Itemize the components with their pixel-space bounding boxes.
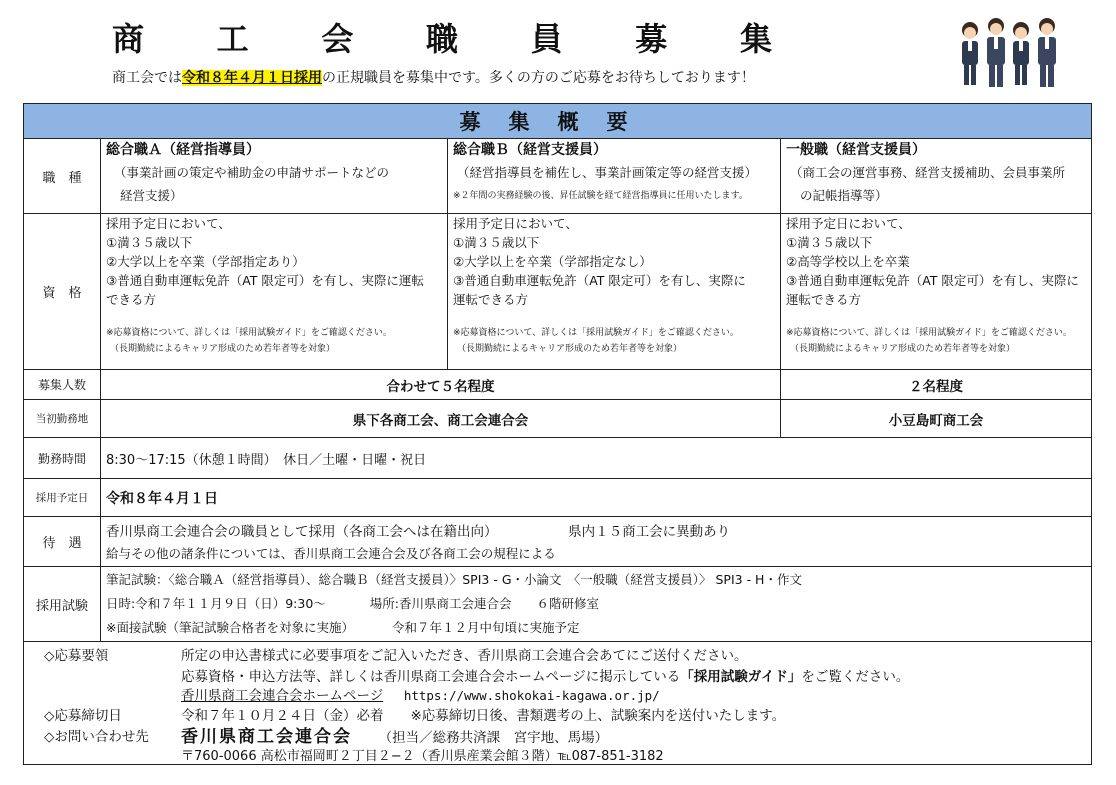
contact-staff: （担当／総務共済課 宮宇地、馬場） [378,730,609,746]
apply-label: ◇応募要領 [44,648,109,664]
exam-cell: 筆記試験：〈総合職Ａ（経営指導員）、総合職Ｂ（経営支援員）〉SPI3 - G・小論文 〈一般職（経営支援員）〉 SPI3 - H・作文 日時:令和７年１１月９日（日）9:30～ 場所:香川県商工会連合会 ６階研修室 ※面接試験（筆記試験合格者を対象に実施） 令和７年１２月中旬頃に実施予定 [101,567,1092,642]
treatment-label: 待 遇 [24,517,101,567]
title-char: 員 [530,20,563,58]
qualification-label: 資 格 [24,214,101,370]
hours-value: 8:30～17:15（休憩１時間） 休日／土曜・日曜・祝日 [101,438,1092,479]
qual-b-cell: 採用予定日において、 ①満３５歳以下 ②大学以上を卒業（学部指定なし） ③普通自動車運転免許（AT 限定可）を有し、実際に 運転できる方 ※応募資格について、詳しくは「採用試験ガイド」をご確認ください。 （長期勤続によるキャリア形成のため若年者等を対象） [448,214,781,370]
treatment-cell: 香川県商工会連合会の職員として採用（各商工会へは在籍出向） 県内１５商工会に異動あり 給与その他の諸条件については、香川県商工会連合会及び各商工会の規程による [101,517,1092,567]
workplace-c: 小豆島町商工会 [781,400,1092,438]
exam-label: 採用試験 [24,567,101,642]
qual-a-cell: 採用予定日において、 ①満３５歳以下 ②大学以上を卒業（学部指定あり） ③普通自動車運転免許（AT 限定可）を有し、実際に運転 できる方 ※応募資格について、詳しくは「採用試験ガイド」をご確認ください。 （長期勤続によるキャリア形成のため若年者等を対象） [101,214,448,370]
job-type-label: 職 種 [24,139,101,214]
section-title: 募集概要 [24,104,1092,139]
workplace-label: 当初勤務地 [24,400,101,438]
deadline-label: ◇応募締切日 [44,708,122,724]
contact-label: ◇お問い合わせ先 [44,729,149,745]
headcount-c: ２名程度 [781,370,1092,400]
qual-c-cell: 採用予定日において、 ①満３５歳以下 ②高等学校以上を卒業 ③普通自動車運転免許（AT 限定可）を有し、実際に 運転できる方 ※応募資格について、詳しくは「採用試験ガイド」をご確認ください。 （長期勤続によるキャリア形成のため若年者等を対象） [781,214,1092,370]
homepage-url[interactable]: https://www.shokokai-kagawa.or.jp/ [403,688,660,703]
recruitment-table [23,103,1092,765]
workplace-ab: 県下各商工会、商工会連合会 [101,400,781,438]
title-char: 商 [112,20,145,58]
job-b-cell: 総合職Ｂ（経営支援員） （経営指導員を補佐し、事業計画策定等の経営支援） ※２年間の実務経験の後、昇任試験を経て経営指導員に任用いたします。 [448,139,781,214]
header [0,0,1116,100]
start-date-value: 令和８年４月１日 [101,479,1092,517]
contact-organization: 香川県商工会連合会 [181,727,352,747]
hire-date-highlight: 令和８年４月１日採用 [182,70,322,86]
subtitle: 商工会では令和８年４月１日採用の正規職員を募集中です。多くの方のご応募をお待ちしております！ [112,70,755,86]
title-char: 募 [635,20,668,58]
title-char: 職 [425,20,458,58]
headcount-ab: 合わせて５名程度 [101,370,781,400]
deadline-value: 令和７年１０月２４日（金）必着 ※応募締切日後、書類選考の上、試験案内を送付いたします。 [181,708,786,724]
apply-line1: 所定の申込書様式に必要事項をご記入いただき、香川県商工会連合会あてにご送付ください。 [181,648,748,664]
contact-address: 〒760-0066 高松市福岡町２丁目２−２（香川県産業会館３階）℡087-851-3182 [181,749,664,764]
job-a-cell: 総合職Ａ（経営指導員） （事業計画の策定や補助金の申請サポートなどの 経営支援） [101,139,448,214]
hours-label: 勤務時間 [24,438,101,479]
title-char: 会 [321,20,354,58]
homepage-link-row [181,684,660,704]
contact-row [181,722,608,747]
title-char: 集 [739,20,772,58]
job-c-cell: 一般職（経営支援員） （商工会の運営事務、経営支援補助、会員事業所 の記帳指導等） [781,139,1092,214]
staff-illustration-icon [956,14,1066,90]
apply-line2: 応募資格・申込方法等、詳しくは香川県商工会連合会ホームページに掲示している「採用試験ガイド」をご覧ください。 [181,669,910,685]
start-date-label: 採用予定日 [24,479,101,517]
homepage-link[interactable]: 香川県商工会連合会ホームページ [181,688,384,704]
page-title [112,14,772,60]
application-section [24,642,1092,765]
title-char: 工 [216,20,249,58]
headcount-label: 募集人数 [24,370,101,400]
